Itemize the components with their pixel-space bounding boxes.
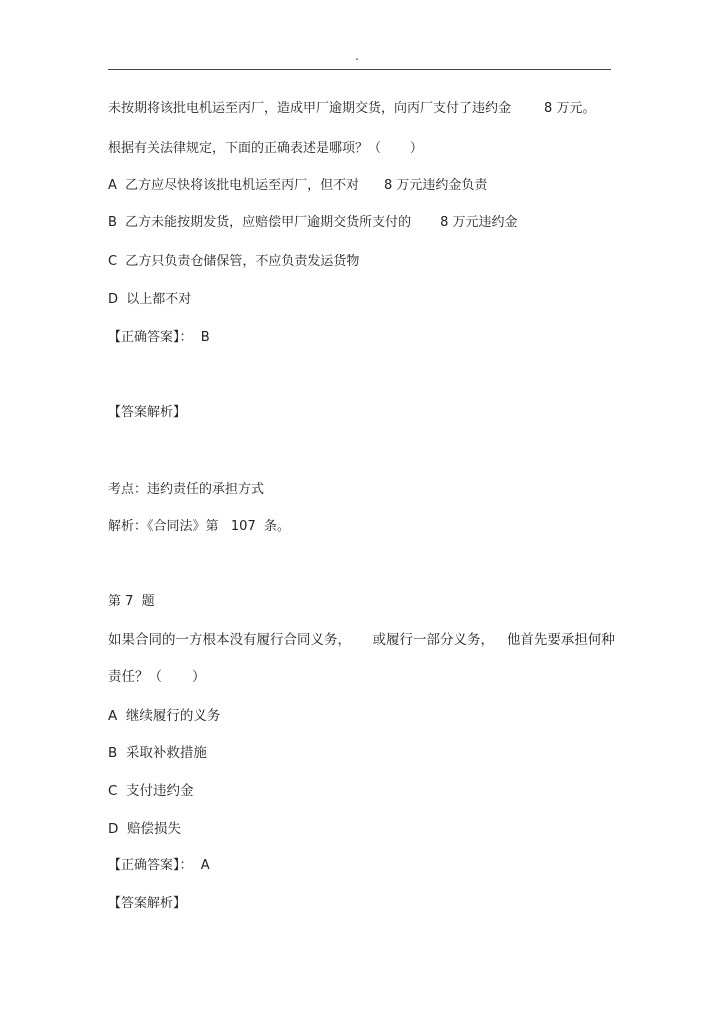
q7-option-a: A 继续履行的义务 bbox=[108, 708, 221, 724]
q7-option-d: D 赔偿损失 bbox=[108, 821, 181, 837]
q7-analysis-title: 【答案解析】 bbox=[108, 896, 187, 911]
q7-option-b: B 采取补救措施 bbox=[108, 745, 207, 761]
q6-option-b: B 乙方未能按期发货，应赔偿甲厂逾期交货所支付的 8 万元违约金 bbox=[108, 215, 518, 230]
q6-kaodian: 考点：违约责任的承担方式 bbox=[108, 482, 265, 497]
q6-question-line-1: 未按期将该批电机运至丙厂，造成甲厂逾期交货，向丙厂支付了违约金 8 万元。 bbox=[108, 101, 596, 116]
q7-option-c: C 支付违约金 bbox=[108, 783, 194, 799]
q6-analysis-title: 【答案解析】 bbox=[108, 405, 187, 420]
q7-correct-answer: 【正确答案】： A bbox=[108, 858, 210, 873]
q7-question-line-2: 责任？（ ） bbox=[108, 669, 206, 685]
q6-correct-answer: 【正确答案】： B bbox=[108, 330, 210, 345]
q6-question-line-2: 根据有关法律规定，下面的正确表述是哪项？（ ） bbox=[108, 141, 423, 156]
q7-title: 第 7 题 bbox=[108, 594, 155, 609]
header-rule bbox=[108, 69, 611, 70]
q6-jiexi: 解析：《合同法》第 107 条。 bbox=[108, 519, 290, 534]
q6-option-c: C 乙方只负责仓储保管，不应负责发运货物 bbox=[108, 254, 360, 269]
q6-option-a: A 乙方应尽快将该批电机运至丙厂，但不对 8 万元违约金负责 bbox=[108, 178, 488, 193]
q7-question-line-1: 如果合同的一方根本没有履行合同义务， 或履行一部分义务， 他首先要承担何种 bbox=[108, 632, 615, 648]
page-header-mark: . bbox=[355, 49, 359, 63]
q6-option-d: D 以上都不对 bbox=[108, 292, 192, 307]
